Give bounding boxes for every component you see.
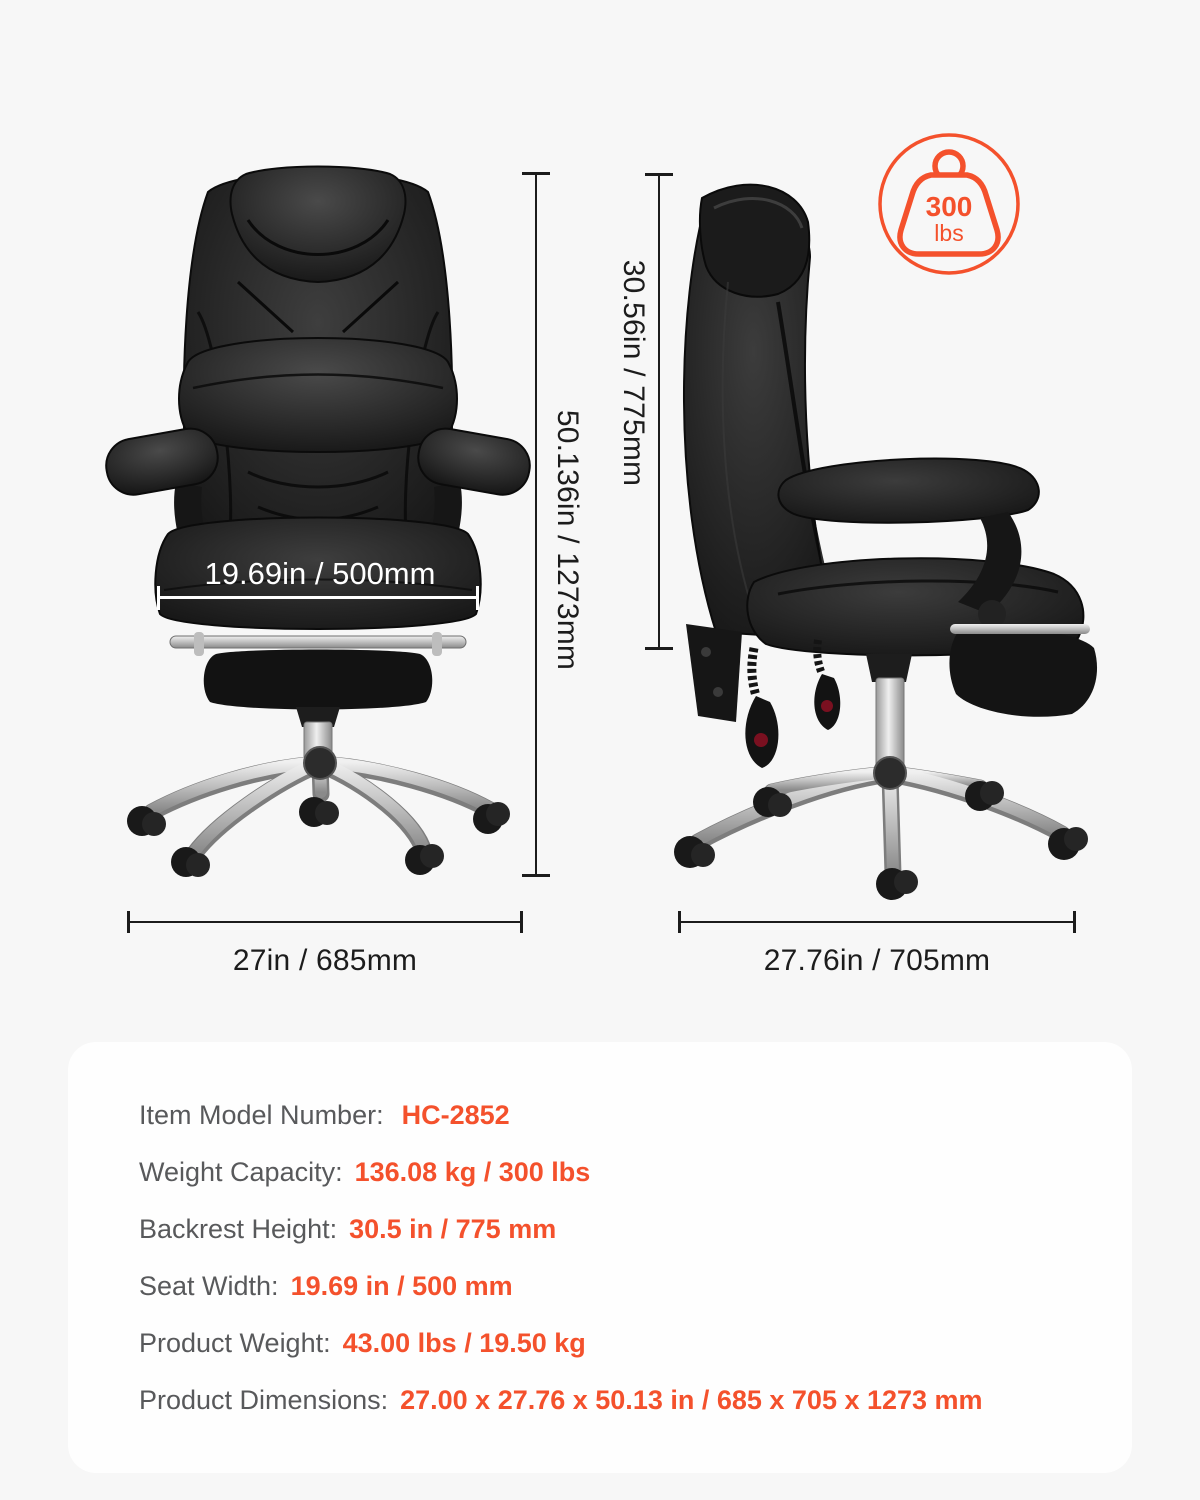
spec-value: 27.00 x 27.76 x 50.13 in / 685 x 705 x 1273 mm (400, 1385, 983, 1415)
dimension-tick (645, 647, 673, 650)
weight-capacity-badge (869, 124, 1029, 284)
seat-width-dimension-label: 19.69in / 500mm (204, 556, 436, 591)
side-depth-dimension-label: 27.76in / 705mm (763, 944, 991, 977)
spec-label: Backrest Height: (139, 1214, 338, 1244)
spec-value: 30.5 in / 775 mm (349, 1214, 557, 1244)
spec-value: 19.69 in / 500 mm (290, 1271, 513, 1301)
dimension-tick (678, 911, 681, 933)
badge-unit: lbs (934, 220, 964, 246)
spec-row-weight-capacity (139, 1157, 983, 1188)
spec-label: Product Weight: (139, 1328, 331, 1358)
dimension-tick (157, 586, 160, 610)
spec-row-product-dimensions (139, 1385, 983, 1416)
spec-row-seat-width (139, 1271, 983, 1302)
side-backrest-height-dimension-label: 30.56in / 775mm (617, 259, 650, 487)
front-width-dimension-label: 27in / 685mm (232, 944, 418, 977)
spec-value: 43.00 lbs / 19.50 kg (342, 1328, 586, 1358)
chair-front-view-image (98, 162, 538, 907)
dimension-tick (476, 586, 479, 610)
spec-row-product-weight (139, 1328, 983, 1359)
spec-value: HC-2852 (401, 1100, 510, 1130)
badge-value: 300 (925, 191, 973, 222)
spec-row-model-number (139, 1100, 983, 1131)
dimension-tick (127, 911, 130, 933)
spec-row-backrest-height (139, 1214, 983, 1245)
side-backrest-height-dimension-line (658, 173, 660, 650)
spec-row-list (139, 1100, 983, 1416)
side-depth-dimension-line (678, 921, 1076, 923)
dimension-tick (522, 874, 550, 877)
caster-wheels (674, 781, 1088, 900)
specifications-panel (68, 1042, 1132, 1473)
dimension-tick (520, 911, 523, 933)
seat-width-dimension-line (157, 596, 479, 599)
dimension-tick (1073, 911, 1076, 933)
dimension-tick (645, 173, 673, 176)
front-height-dimension-line (535, 172, 537, 877)
spec-label: Weight Capacity: (139, 1157, 343, 1187)
caster-wheels (127, 797, 510, 877)
spec-label: Seat Width: (139, 1271, 279, 1301)
spec-label: Item Model Number: (139, 1100, 384, 1130)
front-width-dimension-line (127, 921, 523, 923)
spec-value: 136.08 kg / 300 lbs (354, 1157, 591, 1187)
spec-label: Product Dimensions: (139, 1385, 389, 1415)
dimension-tick (522, 172, 550, 175)
front-height-dimension-label: 50.136in / 1273mm (551, 409, 584, 671)
